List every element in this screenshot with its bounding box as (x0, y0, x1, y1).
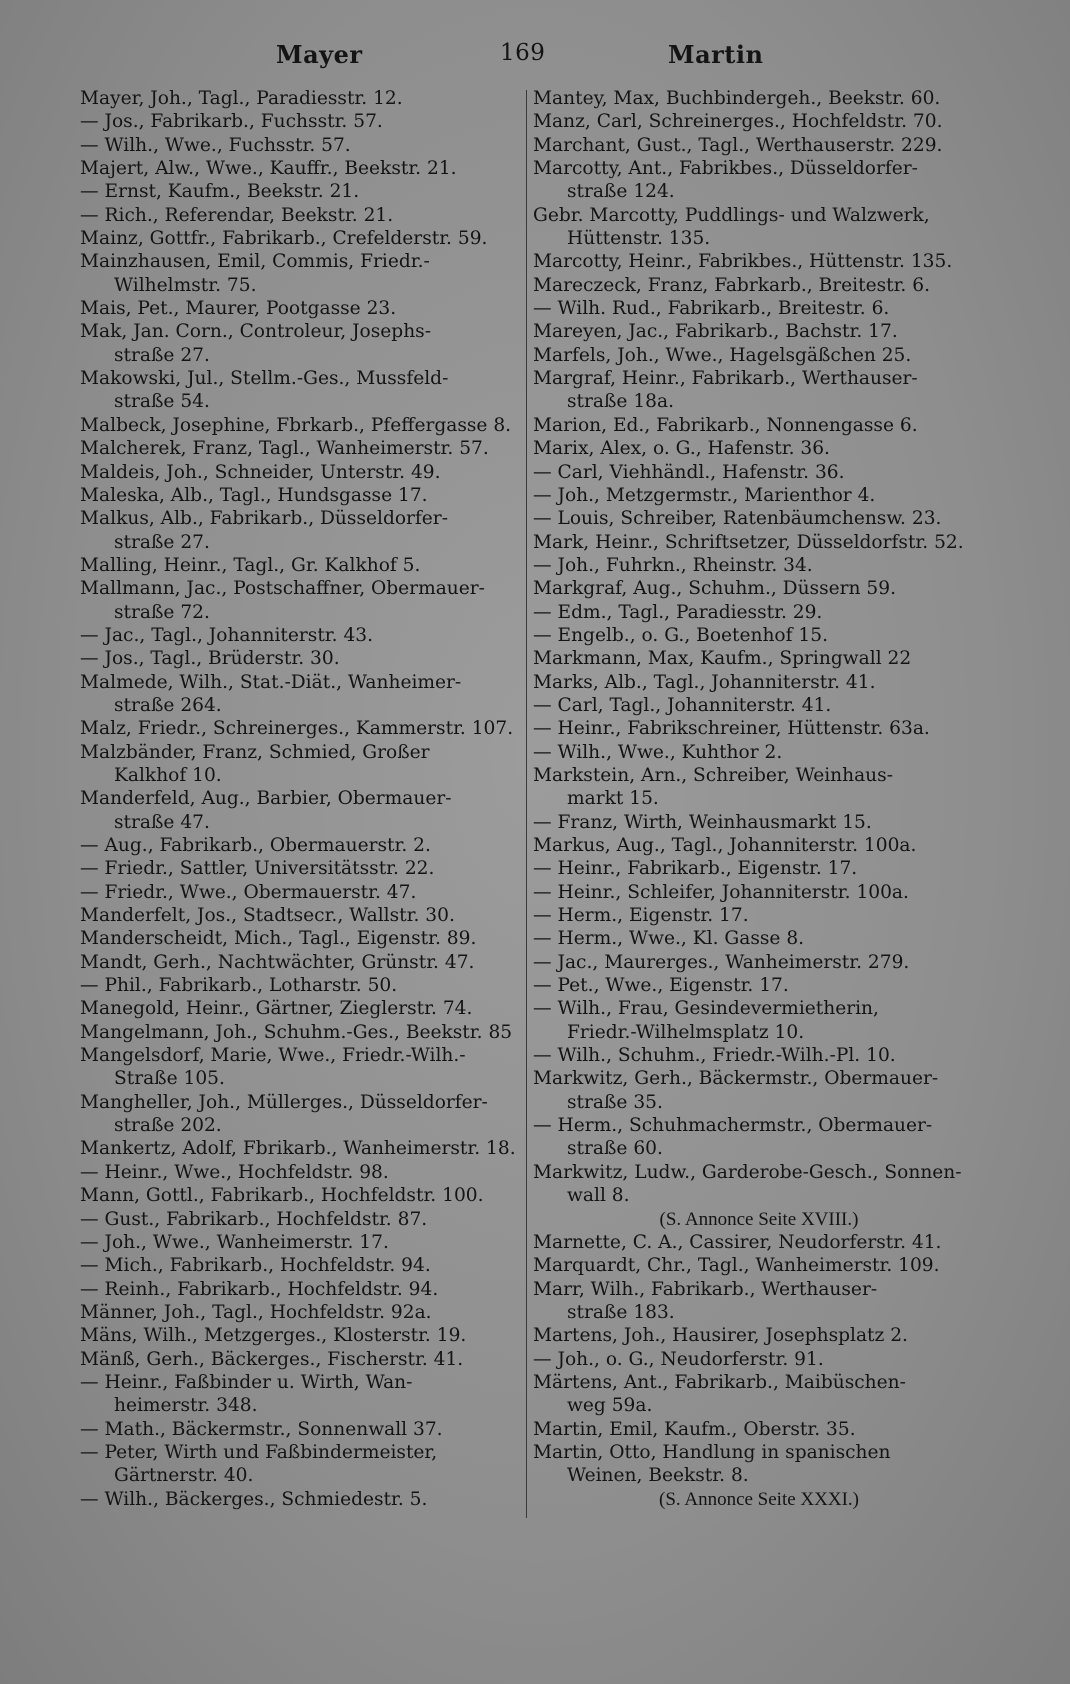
entry-line: — Aug., Fabrikarb., Obermauerstr. 2. (80, 835, 431, 856)
entry-line: — Carl, Viehhändl., Hafenstr. 36. (533, 461, 845, 483)
entry-continuation: weg 59a. (567, 1395, 653, 1417)
entry-line: — Heinr., Wwe., Hochfeldstr. 98. (80, 1161, 389, 1183)
directory-entry (533, 204, 985, 251)
directory-entry (533, 1418, 985, 1441)
entry-line: Malz, Friedr., Schreinerges., Kammerstr. 107. (80, 718, 514, 740)
directory-entry (533, 1441, 985, 1488)
directory-entry (533, 811, 985, 834)
annonce-note: (S. Annonce Seite XVIII.) (659, 1208, 859, 1230)
entry-continuation: Straße 105. (114, 1068, 225, 1090)
entry-line: Marchant, Gust., Tagl., Werthauserstr. 229. (533, 134, 943, 156)
directory-entry (533, 157, 985, 204)
entry-line: Malmede, Wilh., Stat.-Diät., Wanheimer- (80, 671, 462, 693)
entry-line: Manegold, Heinr., Gärtner, Zieglerstr. 74. (80, 998, 473, 1020)
directory-entry (533, 461, 985, 484)
directory-entry (80, 297, 532, 320)
entry-line: — Jac., Maurerges., Wanheimerstr. 279. (533, 951, 910, 973)
directory-entry (80, 1278, 532, 1301)
directory-entry (533, 834, 985, 857)
entry-line: — Jos., Fabrikarb., Fuchsstr. 57. (80, 111, 383, 133)
entry-line: — Ernst, Kaufm., Beekstr. 21. (80, 181, 360, 203)
entry-line: — Herm., Eigenstr. 17. (533, 905, 749, 927)
entry-line: — Heinr., Schleifer, Johanniterstr. 100a. (533, 881, 909, 903)
entry-line: Marcotty, Heinr., Fabrikbes., Hüttenstr. 135. (533, 251, 953, 273)
directory-entry (533, 414, 985, 437)
entry-continuation: heimerstr. 348. (114, 1395, 258, 1417)
entry-line: Marfels, Joh., Wwe., Hagelsgäßchen 25. (533, 344, 912, 366)
directory-entry (80, 1137, 532, 1160)
entry-line: Martin, Emil, Kaufm., Oberstr. 35. (533, 1418, 856, 1440)
entry-line: Mandt, Gerh., Nachtwächter, Grünstr. 47. (80, 951, 475, 973)
entry-line: — Pet., Wwe., Eigenstr. 17. (533, 975, 789, 997)
entry-line: — Friedr., Wwe., Obermauerstr. 47. (80, 881, 417, 903)
entry-line: Malkus, Alb., Fabrikarb., Düsseldorfer- (80, 508, 448, 530)
entry-line: — Joh., Fuhrkn., Rheinstr. 34. (533, 554, 813, 576)
directory-entry (80, 997, 532, 1020)
directory-entry (80, 157, 532, 180)
entry-line: Mareczeck, Franz, Fabrkarb., Breitestr. 6. (533, 274, 930, 296)
directory-entry (80, 1208, 532, 1231)
entry-line: Marcotty, Ant., Fabrikbes., Düsseldorfer- (533, 158, 918, 180)
directory-entry (80, 1348, 532, 1371)
entry-line: Marix, Alex, o. G., Hafenstr. 36. (533, 438, 830, 460)
directory-entry (533, 320, 985, 343)
entry-line: Männer, Joh., Tagl., Hochfeldstr. 92a. (80, 1301, 432, 1323)
entry-line: Manz, Carl, Schreinerges., Hochfeldstr. 70. (533, 111, 943, 133)
entry-line: Mainz, Gottfr., Fabrikarb., Crefelderstr. 59. (80, 228, 488, 250)
directory-entry (533, 927, 985, 950)
directory-entry (533, 717, 985, 740)
entry-line: Mäns, Wilh., Metzgerges., Klosterstr. 19. (80, 1325, 467, 1347)
directory-entry (533, 1067, 985, 1114)
directory-entry (80, 1371, 532, 1418)
entry-line: — Carl, Tagl., Johanniterstr. 41. (533, 694, 832, 716)
directory-entry (80, 974, 532, 997)
entry-line: Mallmann, Jac., Postschaffner, Obermauer- (80, 578, 485, 600)
entry-line: Martens, Joh., Hausirer, Josephsplatz 2. (533, 1325, 908, 1347)
directory-entry (533, 694, 985, 717)
directory-entry (80, 87, 532, 110)
directory-entry (533, 297, 985, 320)
entry-line: Malcherek, Franz, Tagl., Wanheimerstr. 57. (80, 438, 489, 460)
entry-continuation: straße 183. (567, 1301, 675, 1323)
entry-line: — Mich., Fabrikarb., Hochfeldstr. 94. (80, 1255, 431, 1277)
entry-line: Markgraf, Aug., Schuhm., Düssern 59. (533, 578, 896, 600)
entry-line: — Louis, Schreiber, Ratenbäumchensw. 23. (533, 508, 942, 530)
entry-line: Manderfelt, Jos., Stadtsecr., Wallstr. 30. (80, 905, 455, 927)
directory-entry (533, 344, 985, 367)
entry-line: Mainzhausen, Emil, Commis, Friedr.- (80, 251, 430, 273)
directory-entry (533, 110, 985, 133)
directory-entry (533, 367, 985, 414)
entry-line: — Wilh., Bäckerges., Schmiedestr. 5. (80, 1488, 428, 1510)
directory-entry (533, 250, 985, 273)
page-number: 169 (500, 40, 546, 66)
entry-line: Mann, Gottl., Fabrikarb., Hochfeldstr. 100. (80, 1185, 484, 1207)
directory-entry (533, 647, 985, 670)
directory-entry (533, 1114, 985, 1161)
entry-line: — Wilh., Wwe., Fuchsstr. 57. (80, 134, 351, 156)
entry-line: Gebr. Marcotty, Puddlings- und Walzwerk, (533, 204, 930, 226)
directory-entry (80, 554, 532, 577)
entry-line: — Wilh., Schuhm., Friedr.-Wilh.-Pl. 10. (533, 1045, 896, 1067)
directory-entry (533, 1324, 985, 1347)
directory-entry (80, 834, 532, 857)
entry-line: Markus, Aug., Tagl., Johanniterstr. 100a. (533, 835, 917, 856)
entry-line: Mark, Heinr., Schriftsetzer, Düsseldorfstr. 52. (533, 531, 964, 553)
directory-entry (80, 1091, 532, 1138)
directory-entry (80, 1418, 532, 1441)
entry-line: Mankertz, Adolf, Fbrikarb., Wanheimerstr. 18. (80, 1138, 516, 1160)
directory-entry (533, 997, 985, 1044)
directory-entry (80, 927, 532, 950)
directory-entry (80, 134, 532, 157)
annonce-note: (S. Annonce Seite XXXI.) (659, 1488, 859, 1510)
directory-entry (533, 1161, 985, 1208)
entry-line: Mantey, Max, Buchbindergeh., Beekstr. 60. (533, 88, 941, 109)
entry-continuation: Hüttenstr. 135. (567, 228, 711, 250)
directory-entry (533, 531, 985, 554)
entry-line: Manderscheidt, Mich., Tagl., Eigenstr. 89. (80, 928, 477, 950)
entry-line: Markwitz, Ludw., Garderobe-Gesch., Sonnen- (533, 1161, 962, 1183)
directory-entry (533, 507, 985, 530)
entry-line: Mak, Jan. Corn., Controleur, Josephs- (80, 321, 432, 343)
entry-line: — Heinr., Fabrikarb., Eigenstr. 17. (533, 858, 858, 880)
directory-entry (533, 484, 985, 507)
entry-continuation: Friedr.-Wilhelmsplatz 10. (567, 1021, 805, 1043)
left-column (80, 87, 532, 1511)
directory-entry (80, 1441, 532, 1488)
entry-line: Märtens, Ant., Fabrikarb., Maibüschen- (533, 1371, 906, 1393)
directory-entry (80, 227, 532, 250)
entry-line: — Engelb., o. G., Boetenhof 15. (533, 624, 828, 646)
right-column (533, 87, 985, 1511)
entry-line: Marion, Ed., Fabrikarb., Nonnengasse 6. (533, 414, 918, 436)
entry-line: Markmann, Max, Kaufm., Springwall 22 (533, 648, 912, 670)
directory-entry (533, 624, 985, 647)
directory-entry (80, 857, 532, 880)
directory-entry (533, 904, 985, 927)
directory-entry (533, 741, 985, 764)
entry-line: — Joh., Metzgermstr., Marienthor 4. (533, 484, 876, 506)
entry-line: — Friedr., Sattler, Universitätsstr. 22. (80, 858, 435, 880)
directory-entry (80, 1184, 532, 1207)
entry-continuation: straße 47. (114, 811, 210, 833)
directory-entry (533, 857, 985, 880)
directory-entry (80, 414, 532, 437)
directory-entry (80, 904, 532, 927)
entry-line: — Joh., o. G., Neudorferstr. 91. (533, 1348, 824, 1370)
directory-entry (80, 577, 532, 624)
entry-line: Mangheller, Joh., Müllerges., Düsseldorfer- (80, 1091, 488, 1113)
entry-line: Marr, Wilh., Fabrikarb., Werthauser- (533, 1278, 878, 1300)
entry-line: — Math., Bäckermstr., Sonnenwall 37. (80, 1418, 443, 1440)
directory-entry (80, 1301, 532, 1324)
column-divider (526, 90, 527, 1518)
entry-continuation: straße 124. (567, 181, 675, 203)
entry-line: Mangelmann, Joh., Schuhm.-Ges., Beekstr. 85 (80, 1021, 513, 1043)
header-first-name: Mayer (276, 40, 363, 69)
entry-line: — Rich., Referendar, Beekstr. 21. (80, 204, 394, 226)
entry-line: Markwitz, Gerh., Bäckermstr., Obermauer- (533, 1068, 939, 1090)
entry-continuation: straße 72. (114, 601, 210, 623)
page-header (0, 40, 1070, 74)
directory-entry (80, 671, 532, 718)
directory-entry (80, 367, 532, 414)
directory-entry (80, 1488, 532, 1511)
entry-line: — Wilh., Frau, Gesindevermietherin, (533, 998, 879, 1020)
directory-entry (533, 1371, 985, 1418)
entry-line: Mais, Pet., Maurer, Pootgasse 23. (80, 298, 397, 320)
directory-entry (80, 624, 532, 647)
entry-line: Malzbänder, Franz, Schmied, Großer (80, 741, 430, 763)
entry-continuation: wall 8. (567, 1185, 630, 1207)
directory-entry (80, 204, 532, 227)
directory-entry (533, 1278, 985, 1325)
entry-continuation: straße 27. (114, 531, 210, 553)
directory-entry (533, 1254, 985, 1277)
directory-entry (533, 764, 985, 811)
entry-line: Marks, Alb., Tagl., Johanniterstr. 41. (533, 671, 876, 693)
directory-entry (533, 974, 985, 997)
entry-line: Malling, Heinr., Tagl., Gr. Kalkhof 5. (80, 554, 421, 576)
entry-continuation: straße 264. (114, 694, 222, 716)
entry-continuation: straße 54. (114, 391, 210, 413)
entry-line: Mareyen, Jac., Fabrikarb., Bachstr. 17. (533, 321, 898, 343)
entry-continuation: Weinen, Beekstr. 8. (567, 1465, 749, 1487)
entry-line: — Heinr., Faßbinder u. Wirth, Wan- (80, 1371, 413, 1393)
entry-continuation: straße 60. (567, 1138, 663, 1160)
entry-line: Mangelsdorf, Marie, Wwe., Friedr.-Wilh.- (80, 1045, 466, 1067)
entry-line: — Jac., Tagl., Johanniterstr. 43. (80, 624, 374, 646)
entry-line: Makowski, Jul., Stellm.-Ges., Mussfeld- (80, 368, 449, 390)
directory-entry (80, 741, 532, 788)
entry-line: — Herm., Schuhmachermstr., Obermauer- (533, 1115, 933, 1137)
directory-entry (80, 881, 532, 904)
directory-entry (80, 1021, 532, 1044)
directory-entry (533, 1231, 985, 1254)
entry-line: Marnette, C. A., Cassirer, Neudorferstr. 41. (533, 1231, 942, 1253)
entry-line: Maleska, Alb., Tagl., Hundsgasse 17. (80, 484, 428, 506)
entry-continuation: Wilhelmstr. 75. (114, 274, 257, 296)
entry-line: Mayer, Joh., Tagl., Paradiesstr. 12. (80, 88, 403, 109)
directory-entry (80, 1324, 532, 1347)
directory-entry (533, 577, 985, 600)
directory-entry (80, 787, 532, 834)
entry-line: — Heinr., Fabrikschreiner, Hüttenstr. 63a. (533, 718, 930, 740)
directory-entry (80, 647, 532, 670)
entry-continuation: straße 202. (114, 1115, 222, 1137)
entry-continuation: straße 27. (114, 344, 210, 366)
entry-line: — Edm., Tagl., Paradiesstr. 29. (533, 601, 823, 623)
directory-entry (80, 110, 532, 133)
entry-line: Markstein, Arn., Schreiber, Weinhaus- (533, 764, 893, 786)
directory-entry (80, 717, 532, 740)
directory-entry (533, 601, 985, 624)
entry-continuation: straße 35. (567, 1091, 663, 1113)
entry-continuation: straße 18a. (567, 391, 674, 413)
header-last-name: Martin (668, 40, 764, 69)
entry-line: Margraf, Heinr., Fabrikarb., Werthauser- (533, 368, 918, 390)
directory-entry (533, 554, 985, 577)
directory-entry (533, 881, 985, 904)
entry-line: — Jos., Tagl., Brüderstr. 30. (80, 648, 340, 670)
entry-line: — Wilh., Wwe., Kuhthor 2. (533, 741, 783, 763)
entry-line: — Peter, Wirth und Faßbindermeister, (80, 1441, 438, 1463)
directory-entry (80, 951, 532, 974)
entry-line: — Reinh., Fabrikarb., Hochfeldstr. 94. (80, 1278, 439, 1300)
directory-entry (533, 274, 985, 297)
directory-entry (533, 87, 985, 110)
entry-continuation: Gärtnerstr. 40. (114, 1465, 254, 1487)
directory-entry (533, 134, 985, 157)
entry-line: Marquardt, Chr., Tagl., Wanheimerstr. 109. (533, 1255, 940, 1277)
directory-entry (533, 671, 985, 694)
directory-entry (80, 437, 532, 460)
entry-line: Manderfeld, Aug., Barbier, Obermauer- (80, 788, 452, 810)
directory-entry (80, 1254, 532, 1277)
directory-entry (533, 1044, 985, 1067)
directory-entry (80, 507, 532, 554)
entry-line: Majert, Alw., Wwe., Kauffr., Beekstr. 21. (80, 158, 457, 180)
directory-entry (80, 320, 532, 367)
directory-entry (80, 461, 532, 484)
entry-continuation: Kalkhof 10. (114, 764, 222, 786)
entry-line: — Wilh. Rud., Fabrikarb., Breitestr. 6. (533, 298, 890, 320)
directory-entry (533, 437, 985, 460)
directory-entry (80, 484, 532, 507)
entry-line: — Joh., Wwe., Wanheimerstr. 17. (80, 1231, 389, 1253)
directory-entry (80, 1231, 532, 1254)
entry-line: — Herm., Wwe., Kl. Gasse 8. (533, 928, 805, 950)
entry-continuation: markt 15. (567, 788, 659, 810)
directory-entry (533, 951, 985, 974)
directory-entry (80, 180, 532, 203)
directory-entry (80, 1161, 532, 1184)
directory-entry (80, 250, 532, 297)
entry-line: Martin, Otto, Handlung in spanischen (533, 1441, 891, 1463)
entry-line: — Gust., Fabrikarb., Hochfeldstr. 87. (80, 1208, 428, 1230)
entry-line: Malbeck, Josephine, Fbrkarb., Pfeffergasse 8. (80, 414, 512, 436)
entry-line: Maldeis, Joh., Schneider, Unterstr. 49. (80, 461, 441, 483)
directory-entry (80, 1044, 532, 1091)
directory-entry (533, 1348, 985, 1371)
entry-line: — Franz, Wirth, Weinhausmarkt 15. (533, 811, 872, 833)
entry-line: — Phil., Fabrikarb., Lotharstr. 50. (80, 975, 398, 997)
entry-line: Mänß, Gerh., Bäckerges., Fischerstr. 41. (80, 1348, 464, 1370)
